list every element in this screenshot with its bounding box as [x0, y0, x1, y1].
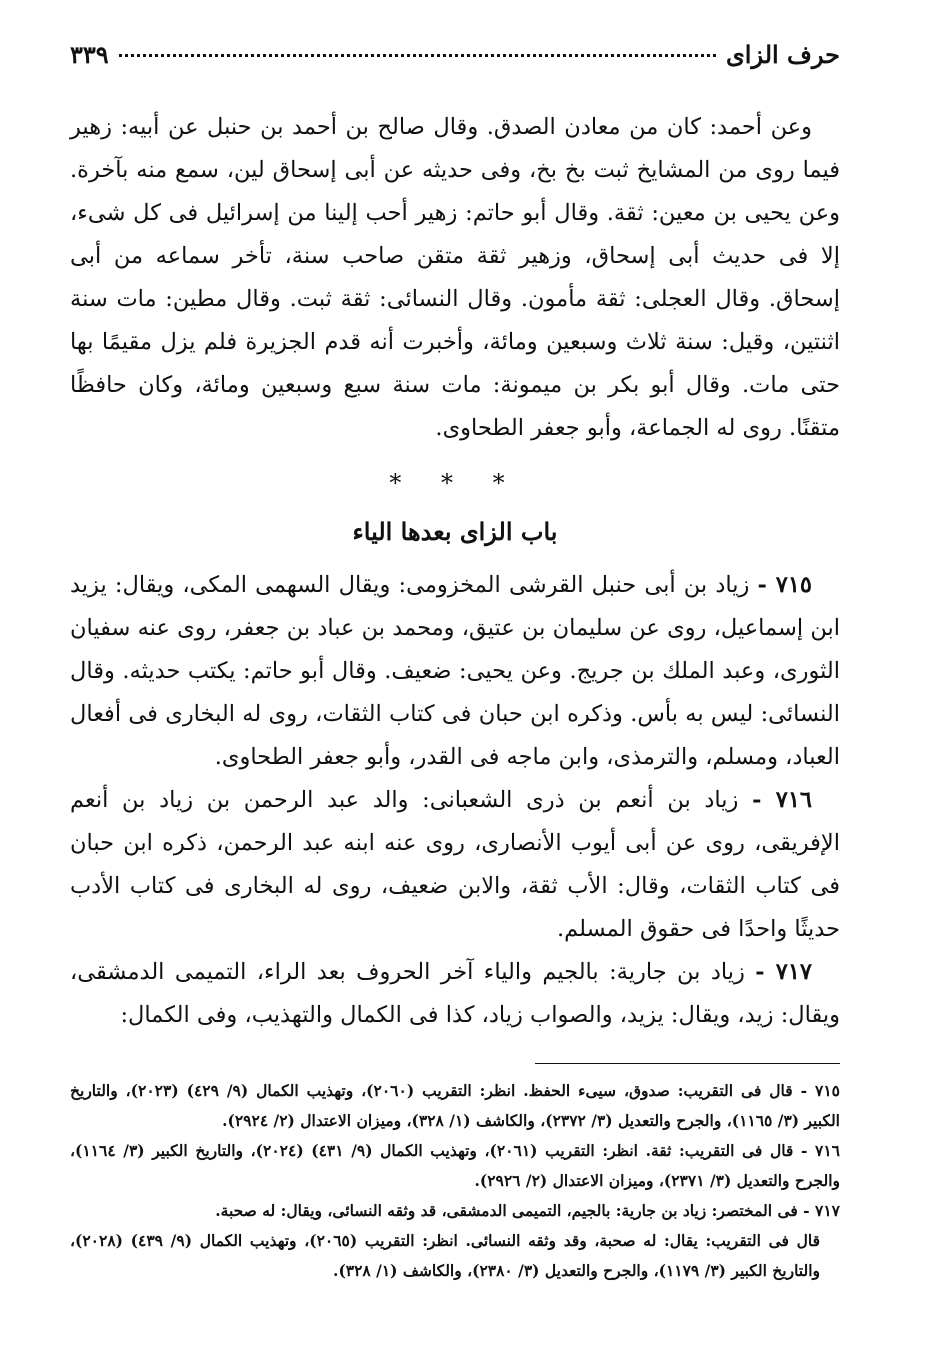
entry-text: زياد بن أبى حنبل القرشى المخزومى: ويقال السهمى المكى، ويقال: يزيد ابن إسماعيل، روى عن سليمان بن عتيق، ومحمد بن عباد بن جعفر، روى عنه سفيان الثورى، وعبد الملك بن جريج. وعن يحيى: ضعيف. وقال أبو حاتم: يكتب حديثه. وقال النسائى: ليس به بأس. وذكره ابن حبان فى كتاب الثقات، روى له البخارى فى أفعال العباد، ومسلم، والترمذى، وابن ماجه فى القدر، وأبو جعفر الطحاوى.: [70, 572, 840, 770]
entry-717: [70, 951, 840, 1037]
entry-text: زياد بن جارية: بالجيم والياء آخر الحروف بعد الراء، التميمى الدمشقى، ويقال: زيد، ويقال: يزيد، والصواب زياد، كذا فى الكمال والتهذيب، وفى الكمال:: [70, 959, 840, 1028]
page-number: ٣٣٩: [70, 40, 109, 69]
footnote-715: ٧١٥ - قال فى التقريب: صدوق، سيىء الحفظ. انظر: التقريب (٢٠٦٠)، وتهذيب الكمال (٩/ ٤٢٩) (٢٠٢٣)، والتاريخ الكبير (٣/ ١١٦٥)، والجرح والتعديل (٣/ ٢٣٧٢)، والكاشف (١/ ٣٢٨)، وميزان الاعتدال (٢/ ٢٩٢٤).: [70, 1081, 840, 1130]
footnote-divider: [535, 1063, 840, 1064]
entry-715: [70, 564, 840, 779]
entry-716: [70, 779, 840, 951]
footnote-717: ٧١٧ - فى المختصر: زياد بن جارية: بالجيم، التميمى الدمشقى، قد وثقه النسائى، ويقال: له صحبة.: [215, 1201, 840, 1220]
main-text: [70, 106, 840, 1037]
section-heading: باب الزاى بعدها الياء: [352, 517, 558, 546]
leader-dots: [119, 54, 716, 57]
footnote-716: ٧١٦ - قال فى التقريب: ثقة. انظر: التقريب (٢٠٦١)، وتهذيب الكمال (٩/ ٤٣١) (٢٠٢٤)، والتاريخ الكبير (٣/ ١١٦٤)، والجرح والتعديل (٣/ ٢٣٧١)، وميزان الاعتدال (٢/ ٢٩٢٦).: [70, 1141, 840, 1190]
running-header: [70, 40, 840, 80]
entry-text: زياد بن أنعم بن ذرى الشعبانى: والد عبد الرحمن بن زياد بن أنعم الإفريقى، روى عن أبى أيوب الأنصارى، روى عنه ابنه عبد الرحمن، ذكره ابن حبان فى كتاب الثقات، وقال: الأب ثقة، والابن ضعيف، روى له البخارى فى كتاب الأدب حديثًا واحدًا فى حقوق المسلم.: [70, 787, 840, 942]
footnotes: [70, 1076, 840, 1286]
entry-number: ٧١٥ -: [757, 572, 813, 598]
section-separator: * * *: [389, 469, 521, 497]
entry-number: ٧١٧ -: [755, 959, 813, 985]
book-page: [70, 40, 840, 1286]
entry-number: ٧١٦ -: [752, 787, 813, 813]
chapter-title: حرف الزاى: [726, 40, 840, 69]
top-paragraph: وعن أحمد: كان من معادن الصدق. وقال صالح بن أحمد بن حنبل عن أبيه: زهير فيما روى من المشايخ ثبت بخ بخ، وفى حديثه عن أبى إسحاق لين، سمع منه بآخرة. وعن يحيى بن معين: ثقة. وقال أبو حاتم: زهير أحب إلينا من إسرائيل فى كل شىء، إلا فى حديث أبى إسحاق، وزهير ثقة متقن صاحب سنة، تأخر سماعه من أبى إسحاق. وقال العجلى: ثقة مأمون. وقال النسائى: ثقة ثبت. وقال مطين: مات سنة اثنتين، وقيل: سنة ثلاث وسبعين ومائة، وأخبرت أنه قدم الجزيرة فلم يزل مقيمًا بها حتى مات. وقال أبو بكر بن ميمونة: مات سنة سبع وسبعين ومائة، وكان حافظًا متقنًا. روى له الجماعة، وأبو جعفر الطحاوى.: [70, 114, 840, 441]
footnote-717-continued: قال فى التقريب: يقال: له صحبة، وقد وثقه النسائى. انظر: التقريب (٢٠٦٥)، وتهذيب الكمال (٩/ ٤٣٩) (٢٠٢٨)، والتاريخ الكبير (٣/ ١١٧٩)، والجرح والتعديل (٣/ ٢٣٨٠)، والكاشف (١/ ٣٢٨).: [70, 1231, 820, 1280]
